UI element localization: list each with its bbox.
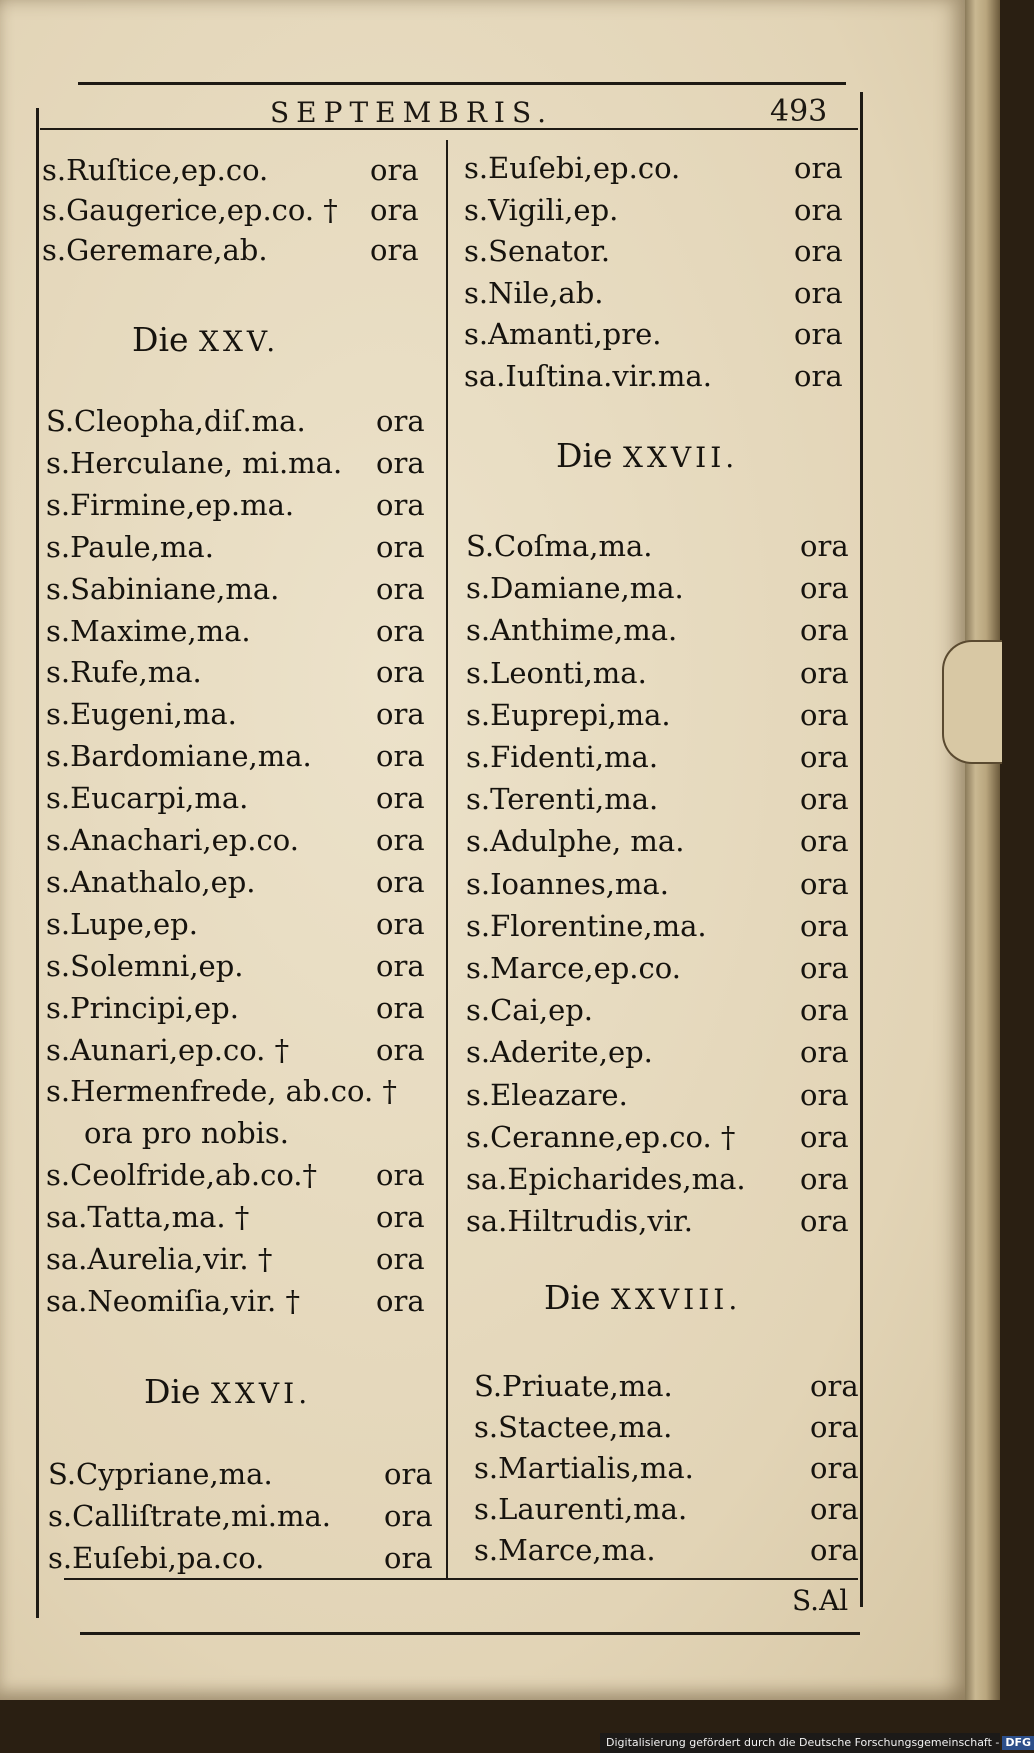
litany-entry — [466, 526, 860, 566]
saint-name: s.Calliſtrate,mi.ma. — [48, 1499, 331, 1533]
litany-entry — [464, 148, 854, 188]
bottom-rule — [64, 1578, 858, 1580]
litany-entry — [46, 401, 436, 441]
ora-response: ora — [794, 192, 843, 227]
litany-entry — [466, 568, 860, 608]
litany-entry — [42, 150, 430, 190]
litany-entry — [46, 611, 436, 651]
saint-name: s.Amanti,pre. — [464, 317, 662, 351]
ora-response: ora — [794, 317, 843, 351]
page-heading: SEPTEMBRIS. — [270, 96, 554, 129]
litany-entry — [466, 1075, 860, 1115]
saint-name: s.Marce,ma. — [474, 1533, 656, 1567]
litany-entry — [46, 988, 436, 1028]
litany-entry — [466, 948, 860, 988]
saint-name: s.Aderite,ep. — [466, 1035, 653, 1070]
dfg-logo: DFG — [1002, 1736, 1034, 1750]
day-label: Die — [144, 1372, 201, 1411]
ora-response: ora — [376, 823, 425, 857]
saint-name: s.Hermenfrede, ab.co. † — [46, 1074, 397, 1109]
saint-name: s.Leonti,ma. — [466, 655, 647, 690]
saint-name: s.Lupe,ep. — [46, 906, 198, 941]
saint-name: S.Coſma,ma. — [466, 529, 653, 563]
ora-response: ora — [376, 529, 425, 564]
litany-entry — [46, 1071, 436, 1111]
saint-name: S.Cleopha,diſ.ma. — [46, 404, 306, 438]
saint-name: s.Ceranne,ep.co. † — [466, 1119, 736, 1154]
ora-response: ora — [376, 864, 425, 899]
ora-response: ora — [376, 655, 425, 690]
saint-name: s.Principi,ep. — [46, 990, 239, 1025]
ora-response: ora — [810, 1369, 859, 1403]
day-heading — [132, 320, 279, 359]
saint-name: s.Eleazare. — [466, 1077, 628, 1112]
left-frame-line — [36, 108, 39, 1618]
saint-name: sa.Aurelia,vir. † — [46, 1242, 273, 1276]
saint-name: sa.Iuſtina.vir.ma. — [464, 358, 712, 393]
ora-response: ora — [384, 1457, 433, 1491]
saint-name: s.Euſebi,pa.co. — [48, 1541, 265, 1575]
ora-response: ora — [810, 1451, 859, 1485]
ora-response: ora — [800, 1119, 849, 1154]
saint-name: s.Florentine,ma. — [466, 908, 707, 943]
litany-entry — [466, 1201, 860, 1241]
ora-response: ora — [376, 404, 425, 438]
ora-response: ora — [376, 571, 425, 606]
saint-name: s.Anathalo,ep. — [46, 864, 256, 899]
ora-response: ora — [800, 740, 849, 774]
saint-name: sa.Tatta,ma. † — [46, 1200, 250, 1235]
litany-entry — [466, 695, 860, 735]
ora-response: ora — [800, 1162, 849, 1196]
ora-response: ora — [794, 234, 843, 268]
litany-entry — [42, 190, 430, 230]
litany-entry — [466, 610, 860, 650]
ora-response: ora — [810, 1492, 859, 1526]
footer-rule — [80, 1632, 860, 1635]
saint-name: s.Bardomiane,ma. — [46, 739, 312, 774]
saint-name: s.Ceolfride,ab.co.† — [46, 1158, 317, 1193]
litany-entry — [48, 1538, 444, 1578]
litany-entry — [474, 1407, 870, 1447]
litany-entry — [466, 737, 860, 777]
ora-response: ora — [384, 1499, 433, 1533]
litany-entry — [464, 190, 854, 230]
litany-entry — [46, 1239, 436, 1279]
day-heading — [544, 1278, 741, 1317]
thumb-tab — [942, 640, 1002, 764]
ora-response: ora — [384, 1541, 433, 1575]
ora-response: ora — [370, 153, 419, 187]
saint-name: s.Euſebi,ep.co. — [464, 151, 681, 185]
litany-entry — [464, 273, 854, 313]
litany-entry — [46, 1155, 436, 1195]
saint-name: s.Fidenti,ma. — [466, 740, 659, 774]
day-numeral: XXVIII. — [611, 1283, 742, 1316]
litany-entry — [466, 864, 860, 904]
saint-name: s.Terenti,ma. — [466, 782, 659, 817]
ora-response: ora — [800, 908, 849, 943]
digitization-credit — [600, 1733, 1032, 1753]
day-heading — [556, 436, 738, 475]
ora-response: ora — [370, 193, 419, 227]
saint-name: s.Aunari,ep.co. † — [46, 1032, 290, 1067]
litany-entry — [474, 1448, 870, 1488]
litany-entry — [84, 1113, 436, 1153]
day-numeral: XXV. — [199, 325, 280, 358]
saint-name: s.Geremare,ab. — [42, 233, 268, 267]
saint-name: s.Anachari,ep.co. — [46, 823, 299, 857]
ora-response: ora — [794, 275, 843, 310]
litany-entry — [466, 906, 860, 946]
ora-response: ora — [800, 1077, 849, 1112]
litany-entry — [46, 694, 436, 734]
ora-response: ora — [800, 697, 849, 732]
ora-response: ora — [376, 697, 425, 732]
litany-entry — [48, 1454, 444, 1494]
litany-entry — [466, 821, 860, 861]
litany-entry — [464, 314, 854, 354]
saint-name: s.Eucarpi,ma. — [46, 781, 249, 816]
saint-name: s.Marce,ep.co. — [466, 951, 681, 985]
saint-name: s.Sabiniane,ma. — [46, 571, 280, 606]
day-label: Die — [544, 1278, 601, 1317]
ora-response: ora — [376, 906, 425, 941]
saint-name: s.Vigili,ep. — [464, 192, 619, 227]
ora-response: ora — [800, 655, 849, 690]
litany-entry — [46, 1281, 436, 1321]
ora-response: ora — [376, 613, 425, 648]
ora-response: ora — [794, 151, 843, 185]
litany-entry — [466, 990, 860, 1030]
saint-name: sa.Hiltrudis,vir. — [466, 1204, 693, 1239]
litany-entry — [474, 1489, 870, 1529]
saint-name: s.Anthime,ma. — [466, 613, 678, 648]
ora-response: ora — [800, 866, 849, 901]
saint-name: s.Firmine,ep.ma. — [46, 487, 295, 522]
day-label: Die — [556, 436, 613, 475]
day-numeral: XXVII. — [623, 441, 739, 474]
column-divider — [446, 140, 448, 1580]
saint-name: s.Eugeni,ma. — [46, 697, 237, 732]
ora-response: ora — [800, 1204, 849, 1239]
page-number: 493 — [770, 94, 828, 129]
saint-name: s.Adulphe, ma. — [466, 824, 685, 859]
saint-name: S.Cypriane,ma. — [48, 1457, 273, 1491]
credit-text: Digitalisierung gefördert durch die Deutsche Forschungsgemeinschaft - — [606, 1736, 1000, 1749]
saint-name: s.Cai,ep. — [466, 993, 594, 1028]
litany-entry — [46, 820, 436, 860]
ora-response: ora — [810, 1410, 859, 1444]
saint-name: s.Ioannes,ma. — [466, 866, 669, 901]
litany-entry — [46, 862, 436, 902]
litany-entry — [46, 736, 436, 776]
ora-response: ora — [376, 1032, 425, 1067]
ora-response: ora — [800, 824, 849, 859]
day-heading — [144, 1372, 311, 1411]
litany-entry — [46, 1030, 436, 1070]
ora-response: ora — [800, 613, 849, 648]
litany-entry — [46, 569, 436, 609]
top-rule — [78, 82, 846, 85]
ora-response: ora — [370, 233, 419, 267]
saint-name: ora pro nobis. — [84, 1116, 290, 1151]
ora-response: ora — [376, 990, 425, 1025]
ora-response: ora — [376, 1242, 425, 1276]
ora-response: ora — [800, 571, 849, 606]
saint-name: s.Ruſtice,ep.co. — [42, 153, 269, 187]
saint-name: s.Paule,ma. — [46, 529, 214, 564]
ora-response: ora — [376, 1200, 425, 1235]
ora-response: ora — [800, 529, 849, 563]
saint-name: s.Senator. — [464, 234, 611, 268]
litany-entry — [474, 1366, 870, 1406]
saint-name: s.Solemni,ep. — [46, 948, 244, 983]
page-edge — [965, 0, 1000, 1700]
saint-name: s.Martialis,ma. — [474, 1451, 694, 1485]
ora-response: ora — [800, 782, 849, 817]
saint-name: s.Euprepi,ma. — [466, 697, 671, 732]
day-numeral: XXVI. — [211, 1377, 312, 1410]
litany-entry — [466, 1117, 860, 1157]
ora-response: ora — [800, 993, 849, 1028]
saint-name: s.Damiane,ma. — [466, 571, 684, 606]
litany-entry — [48, 1496, 444, 1536]
litany-entry — [464, 231, 854, 271]
ora-response: ora — [376, 487, 425, 522]
litany-entry — [46, 485, 436, 525]
litany-entry — [42, 230, 430, 270]
catchword: S.Al — [792, 1584, 849, 1617]
litany-entry — [466, 779, 860, 819]
ora-response: ora — [810, 1533, 859, 1567]
litany-entry — [474, 1530, 870, 1570]
litany-entry — [46, 904, 436, 944]
saint-name: s.Maxime,ma. — [46, 613, 251, 648]
ora-response: ora — [376, 445, 425, 480]
saint-name: s.Rufe,ma. — [46, 655, 202, 690]
saint-name: s.Gaugerice,ep.co. † — [42, 193, 338, 227]
litany-entry — [46, 443, 436, 483]
litany-entry — [46, 652, 436, 692]
litany-entry — [464, 356, 854, 396]
litany-entry — [466, 653, 860, 693]
litany-entry — [46, 1197, 436, 1237]
ora-response: ora — [800, 1035, 849, 1070]
saint-name: sa.Neomiſia,vir. † — [46, 1283, 300, 1318]
day-label: Die — [132, 320, 189, 359]
saint-name: s.Laurenti,ma. — [474, 1492, 688, 1526]
litany-entry — [46, 778, 436, 818]
litany-entry — [46, 946, 436, 986]
saint-name: s.Stactee,ma. — [474, 1410, 673, 1444]
ora-response: ora — [376, 1283, 425, 1318]
saint-name: S.Priuate,ma. — [474, 1369, 673, 1403]
litany-entry — [466, 1159, 860, 1199]
ora-response: ora — [376, 948, 425, 983]
saint-name: s.Herculane, mi.ma. — [46, 445, 343, 480]
ora-response: ora — [376, 739, 425, 774]
litany-entry — [46, 527, 436, 567]
ora-response: ora — [800, 951, 849, 985]
litany-entry — [466, 1032, 860, 1072]
saint-name: sa.Epicharides,ma. — [466, 1162, 746, 1196]
ora-response: ora — [376, 781, 425, 816]
saint-name: s.Nile,ab. — [464, 275, 604, 310]
ora-response: ora — [376, 1158, 425, 1193]
ora-response: ora — [794, 358, 843, 393]
